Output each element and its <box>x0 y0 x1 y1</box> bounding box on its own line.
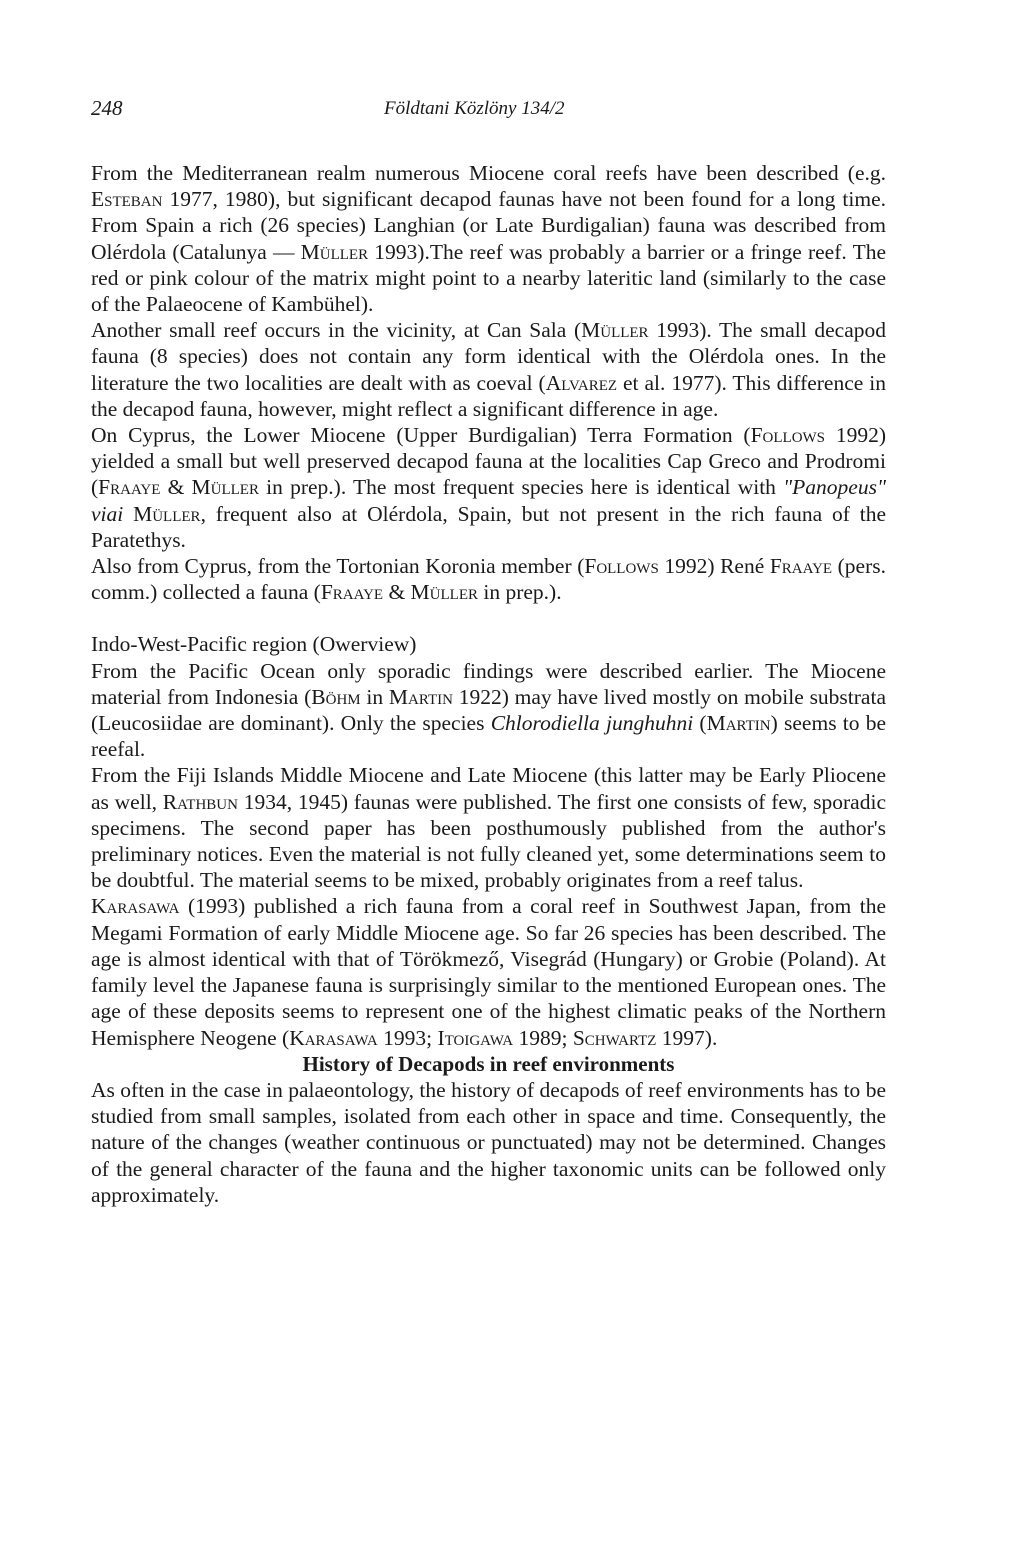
text-run: 1997). <box>656 1025 718 1050</box>
text-run: in <box>360 684 389 709</box>
author-name: Follows <box>584 554 659 579</box>
section-heading: History of Decapods in reef environments <box>302 1051 675 1076</box>
author-name: Esteban <box>91 187 163 212</box>
paragraph <box>91 1077 886 1208</box>
author-name: Fraaye & Müller <box>320 580 478 605</box>
page-number: 248 <box>91 96 123 120</box>
paragraph <box>91 762 886 893</box>
running-head <box>91 96 886 126</box>
text-run: From the Fiji Islands Middle Miocene and Late Miocene (this latter may be Early Pliocene as well, <box>91 763 886 814</box>
paragraph <box>91 553 886 605</box>
text-run: , frequent also at Olérdola, Spain, but not present in the rich fauna of the Paratethys. <box>91 501 886 552</box>
subsection-title: Indo-West-Pacific region (Owerview) <box>91 632 417 657</box>
text-run: in prep.). The most frequent species here is identical with <box>258 475 784 500</box>
text-run: From the Pacific Ocean only sporadic findings were described earlier. The Miocene material from Indonesia ( <box>91 658 886 709</box>
text-run: Another small reef occurs in the vicinity, at Can Sala ( <box>91 318 582 343</box>
author-name: Böhm <box>311 684 361 709</box>
author-name: Müller <box>581 318 649 343</box>
author-name: Schwartz <box>572 1025 657 1050</box>
author-name: Karasawa <box>289 1025 378 1050</box>
text-run: 1922) may have lived mostly on mobile substrata (Leucosiidae are dominant). Only the species <box>91 684 886 736</box>
author-name: Rathbun <box>162 789 238 814</box>
text-run: ( <box>693 711 707 736</box>
author-name: Karasawa <box>91 894 180 919</box>
text-run: in prep.). <box>478 580 562 605</box>
author-name: Martin <box>706 711 771 736</box>
text-run: 1992) yielded a small but well preserved decapod fauna at the localities Cap Greco and Prodromi ( <box>91 423 886 500</box>
paragraph <box>91 422 886 553</box>
page <box>91 96 886 1208</box>
text-run: From the Mediterranean realm numerous Miocene coral reefs have been described (e.g. <box>91 161 886 185</box>
author-name: Follows <box>750 423 826 448</box>
author-name: Martin <box>388 684 453 709</box>
paragraph <box>91 893 886 1050</box>
text-run: 1993; <box>377 1025 438 1050</box>
paragraph <box>91 160 886 317</box>
text-run: 1993). The small decapod fauna (8 species) does not contain any form identical with the Olérdola ones. In the literature the two localities are dealt with as coeval ( <box>91 318 886 395</box>
species-name: "Panopeus" viai <box>91 475 886 526</box>
text-run: On Cyprus, the Lower Miocene (Upper Burdigalian) Terra Formation ( <box>91 423 751 448</box>
text-run: (1993) published a rich fauna from a coral reef in Southwest Japan, from the Megami Formation of early Middle Miocene age. So far 26 species has been described. The age is almost identical with that of Törökmező, Visegrád (Hungary) or Grobie (Poland). At family level the Japanese fauna is surprisingly similar to the mentioned European ones. The age of these deposits seems to represent one of the highest climatic peaks of the Northern Hemisphere Neogene ( <box>91 894 886 1050</box>
text-run: As often in the case in palaeontology, the history of decapods of reef environments has to be studied from small samples, isolated from each other in space and time. Consequently, the nature of the changes (weather continuous or punctuated) may not be determined. Changes of the general character of the fauna and the higher taxonomic units can be followed only approximately. <box>91 1077 886 1207</box>
author-name: Itoigawa <box>437 1025 514 1050</box>
author-name: Fraaye <box>769 554 833 579</box>
text-run <box>123 502 133 526</box>
author-name: Alvarez <box>545 370 618 395</box>
body-text <box>91 160 886 1208</box>
text-run: et al. 1977). This difference in the decapod fauna, however, might reflect a significant difference in age. <box>91 370 886 421</box>
author-name: Müller <box>133 501 201 526</box>
text-run: 1992) René <box>658 554 770 579</box>
text-run: Also from Cyprus, from the Tortonian Koronia member ( <box>91 554 585 579</box>
text-run: (pers. comm.) collected a fauna ( <box>91 554 886 605</box>
text-run: 1989; <box>513 1025 573 1050</box>
text-run: 1977, 1980), but significant decapod faunas have not been found for a long time. From Spain a rich (26 species) Langhian (or Late Burdigalian) fauna was described from Olérdola (Catalunya — <box>91 187 886 264</box>
text-run: ) seems to be reefal. <box>91 711 887 762</box>
text-run: 1934, 1945) faunas were published. The first one consists of few, sporadic specimens. The second paper has been posthumously published from the author's preliminary notices. Even the material is not fully cleaned yet, some determinations seem to be doubtful. The material seems to be mixed, probably originates from a reef talus. <box>91 789 886 893</box>
author-name: Fraaye & Müller <box>98 475 259 500</box>
species-name: Chlorodiella junghuhni <box>490 711 694 736</box>
journal-title: Földtani Közlöny 134/2 <box>384 98 565 119</box>
text-run: 1993).The reef was probably a barrier or a fringe reef. The red or pink colour of the matrix might point to a nearby lateritic land (similarly to the case of the Palaeocene of Kambühel). <box>91 239 886 317</box>
paragraph <box>91 317 886 422</box>
author-name: Müller <box>300 239 369 264</box>
paragraph <box>91 658 886 763</box>
